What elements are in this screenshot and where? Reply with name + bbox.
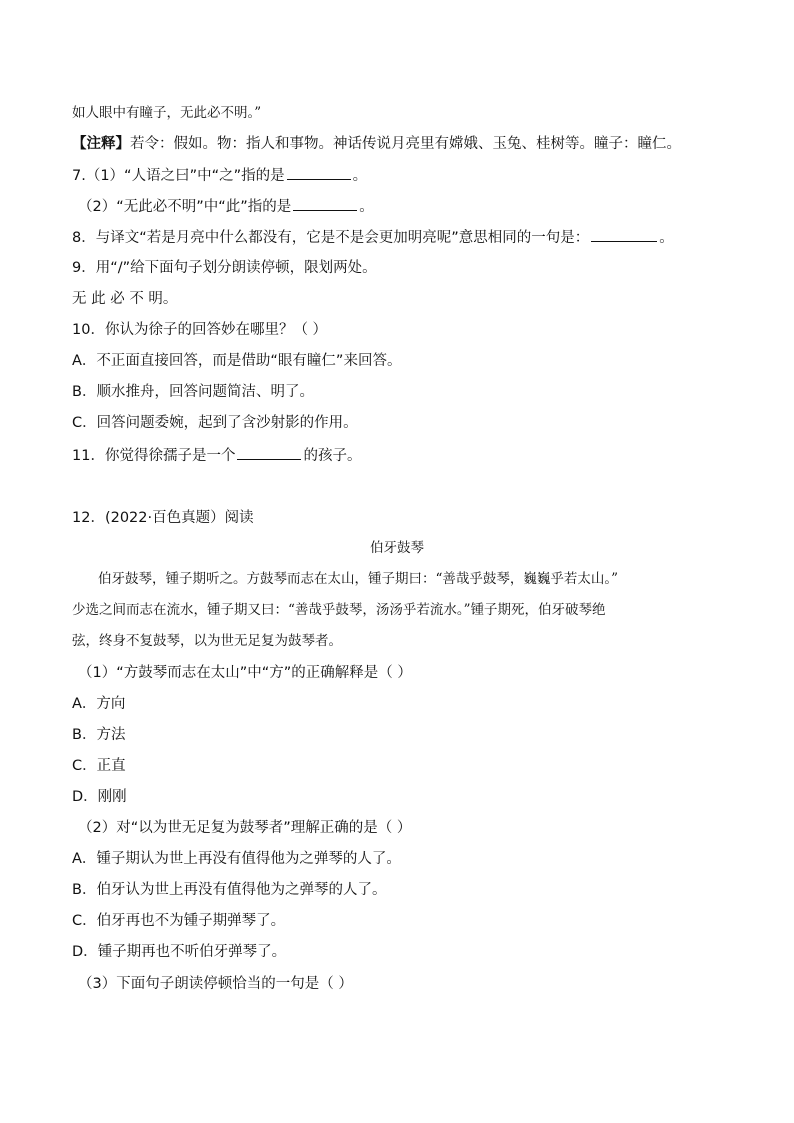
question-9-prompt: 9．用“/”给下面句子划分朗读停顿，限划两处。 (72, 260, 377, 276)
question-12-2-option-b[interactable]: B．伯牙认为世上再没有值得他为之弹琴的人了。 (72, 882, 387, 898)
passage-title: 伯牙鼓琴 (370, 540, 424, 556)
answer-blank-11[interactable] (237, 445, 301, 460)
answer-blank-7-2[interactable] (293, 196, 357, 211)
answer-blank-7-1[interactable] (287, 165, 351, 180)
note-line (72, 134, 732, 154)
answer-blank-8[interactable] (591, 227, 657, 242)
passage-line-3: 弦，终身不复鼓琴，以为世无足复为鼓琴者。 (72, 633, 342, 649)
passage-line-2: 少选之间而志在流水，锺子期又曰：“善哉乎鼓琴，汤汤乎若流水。”锺子期死，伯牙破琴绝 (72, 602, 606, 618)
question-7-part-1: 7.（1）“人语之曰”中“之”指的是 。 (72, 165, 732, 186)
question-12-1-prompt: （1）“方鼓琴而志在太山”中“方”的正确解释是（ ） (78, 665, 412, 681)
note-text: 若令：假如。物：指人和事物。神话传说月亮里有嫦娥、玉兔、桂树等。瞳子：瞳仁。 (130, 136, 681, 152)
note-label: 【注释】 (72, 136, 130, 152)
question-10-option-a[interactable]: A．不正面直接回答，而是借助“眼有瞳仁”来回答。 (72, 353, 402, 369)
question-12-heading: 12．(2022·百色真题）阅读 (72, 510, 254, 526)
question-12-1-option-c[interactable]: C．正直 (72, 758, 126, 774)
question-8: 8．与译文“若是月亮中什么都没有，它是不是会更加明亮呢”意思相同的一句是： 。 (72, 227, 732, 248)
question-12-1-option-b[interactable]: B．方法 (72, 727, 126, 743)
question-12-2-option-a[interactable]: A．锺子期认为世上再没有值得他为之弹琴的人了。 (72, 851, 401, 867)
question-12-3-prompt: （3）下面句子朗读停顿恰当的一句是（ ） (78, 976, 353, 992)
question-12-1-option-d[interactable]: D．刚刚 (72, 789, 127, 805)
question-12-1-option-a[interactable]: A．方向 (72, 696, 126, 712)
question-10-option-b[interactable]: B．顺水推舟，回答问题简洁、明了。 (72, 384, 314, 400)
question-9-sentence: 无 此 必 不 明。 (72, 291, 178, 307)
question-7-part-2: （2）“无此必不明”中“此”指的是 。 (78, 196, 738, 217)
passage-last-line: 如人眼中有瞳子，无此必不明。” (72, 105, 262, 121)
question-12-2-prompt: （2）对“以为世无足复为鼓琴者”理解正确的是（ ） (78, 820, 412, 836)
question-12-2-option-d[interactable]: D．锺子期再也不听伯牙弹琴了。 (72, 944, 287, 960)
question-10-option-c[interactable]: C．回答问题委婉，起到了含沙射影的作用。 (72, 415, 358, 431)
passage-line-1: 伯牙鼓琴，锺子期听之。方鼓琴而志在太山，锺子期曰：“善哉乎鼓琴，巍巍乎若太山。” (98, 571, 619, 587)
question-12-2-option-c[interactable]: C．伯牙再也不为锺子期弹琴了。 (72, 913, 286, 929)
question-11: 11．你觉得徐孺子是一个 的孩子。 (72, 445, 732, 466)
question-10-prompt: 10．你认为徐子的回答妙在哪里？（ ） (72, 322, 328, 338)
